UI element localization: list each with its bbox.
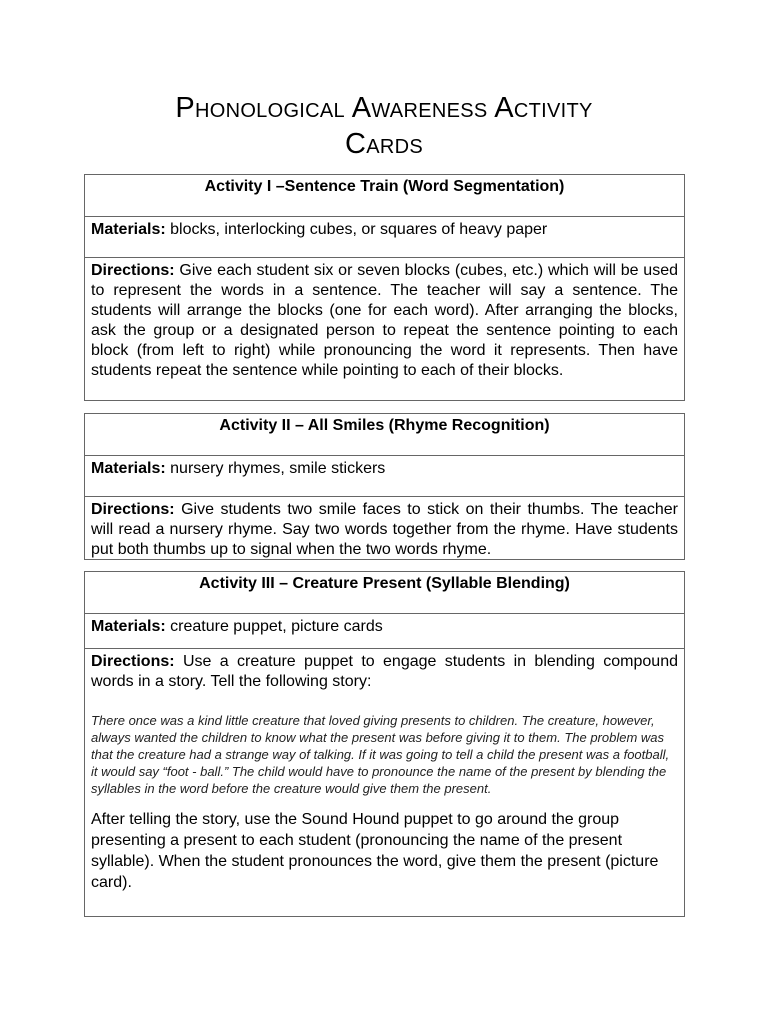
materials-label: Materials: [91,618,166,635]
materials-text: blocks, interlocking cubes, or squares of heavy paper [170,221,548,238]
materials-text: creature puppet, picture cards [170,618,383,635]
materials-row [85,455,684,496]
after-story-text: After telling the story, use the Sound Hound puppet to go around the group presenting a present to each student (pronouncing the name of the present syllable). When the student pronounces the word, give them the present (picture card). [91,811,659,891]
activity-card-3 [84,571,685,917]
directions-row [85,648,684,916]
title-line-1: Phonological Awareness Activity [175,92,593,124]
story-text: There once was a kind little creature that loved giving presents to children. The creature, however, always wanted the children to know what the present was before giving it to them. The problem was that the creature had a strange way of talking. If it was going to tell a child the present was a football, it would say “foot - ball.” The child would have to pronounce the name of the present by blending the syllables in the word before the creature would give them the present. [91,713,670,796]
materials-label: Materials: [91,460,166,477]
materials-text: nursery rhymes, smile stickers [170,460,386,477]
directions-row [85,257,684,400]
materials-row [85,216,684,257]
activity-heading: Activity I –Sentence Train (Word Segmentation) [204,178,565,195]
directions-text: Give students two smile faces to stick on their thumbs. The teacher will read a nursery rhyme. Say two words together from the rhyme. Have students put both thumbs up to signal when the two words rhyme. [91,501,678,558]
materials-label: Materials: [91,221,166,238]
page-title [0,90,768,162]
directions-label: Directions: [91,262,175,279]
activity-heading: Activity II – All Smiles (Rhyme Recognition) [219,417,550,434]
directions-text: Use a creature puppet to engage students in blending compound words in a story. Tell the following story: [91,653,678,690]
title-line-2: Cards [344,128,423,160]
directions-text: Give each student six or seven blocks (cubes, etc.) which will be used to represent the words in a sentence. The teacher will say a sentence. The students will arrange the blocks (one for each word). After arranging the blocks, ask the group or a designated person to repeat the sentence pointing to each block (from left to right) while pronouncing the word it represents. Then have students repeat the sentence while pointing to each of their blocks. [91,262,678,379]
activity-heading: Activity III – Creature Present (Syllable Blending) [199,575,570,592]
directions-row [85,496,684,559]
directions-label: Directions: [91,501,175,518]
activity-card-1 [84,174,685,401]
activity-card-2 [84,413,685,560]
directions-label: Directions: [91,653,175,670]
materials-row [85,613,684,648]
